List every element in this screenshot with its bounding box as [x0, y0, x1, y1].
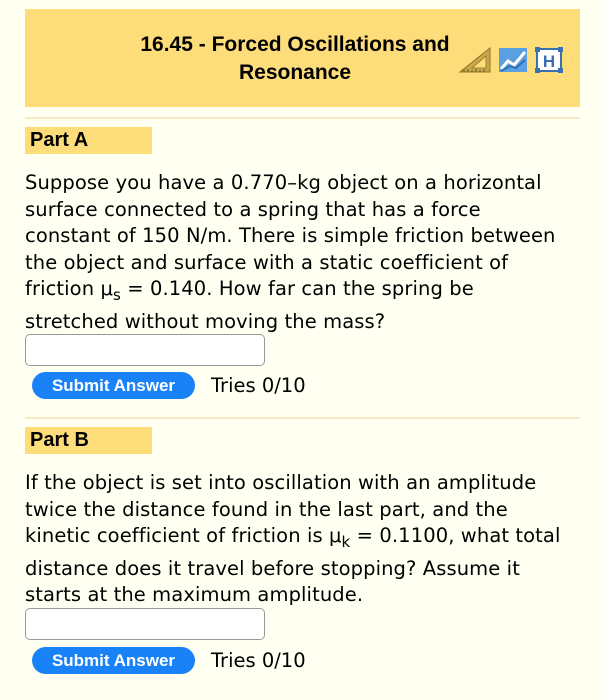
part-b-submit-button[interactable]: Submit Answer [32, 647, 195, 674]
part-a-label: Part A [25, 127, 152, 154]
part-b-question-line: twice the distance found in the last part, and the [25, 497, 508, 521]
mu-subscript-s: s [112, 286, 121, 304]
part-b-question [25, 470, 585, 609]
part-a-question-line: surface connected to a spring that has a force [25, 197, 481, 221]
problem-title-line-1: 16.45 - Forced Oscillations and [140, 33, 450, 56]
part-b-tries: Tries 0/10 [211, 649, 306, 672]
ruler-triangle-icon[interactable] [458, 46, 492, 78]
hint-icon-letter: H [542, 52, 556, 71]
part-b-divider [25, 417, 580, 419]
part-a-question-line: stretched without moving the mass? [25, 309, 386, 333]
problem-header [25, 9, 580, 107]
part-a-question-line: Suppose you have a 0.770–kg object on a horizontal [25, 171, 542, 194]
part-a-question-line: constant of 150 N/m. There is simple friction between [25, 224, 556, 247]
problem-title-line-2: Resonance [238, 61, 352, 84]
part-b-question-line: starts at the maximum amplitude. [25, 583, 364, 606]
hint-icon[interactable] [534, 46, 564, 78]
friction-value-text: = 0.140. How far can the spring be [120, 277, 474, 300]
part-a-submit-button[interactable]: Submit Answer [32, 372, 195, 399]
part-a-question-line: the object and surface with a static coefficient of [25, 250, 509, 274]
part-b-question-line: distance does it travel before stopping? Assume it [25, 556, 520, 580]
mu-subscript-k: k [341, 533, 351, 551]
part-a-divider [25, 117, 580, 119]
part-a-question [25, 170, 585, 335]
chart-icon[interactable] [498, 47, 528, 77]
part-b-question-line [25, 523, 585, 550]
part-b-label: Part B [25, 427, 152, 454]
part-a-answer-input[interactable] [25, 334, 265, 366]
part-a-question-line [25, 276, 585, 303]
friction-mu-text: friction μ [25, 277, 113, 300]
header-tools [458, 46, 564, 78]
part-a-tries: Tries 0/10 [211, 374, 306, 397]
kinetic-value-text: = 0.1100, what total [350, 524, 561, 547]
part-b-question-line: If the object is set into oscillation with an amplitude [25, 471, 537, 494]
kinetic-mu-text: kinetic coefficient of friction is μ [25, 524, 342, 547]
part-b-answer-input[interactable] [25, 608, 265, 640]
